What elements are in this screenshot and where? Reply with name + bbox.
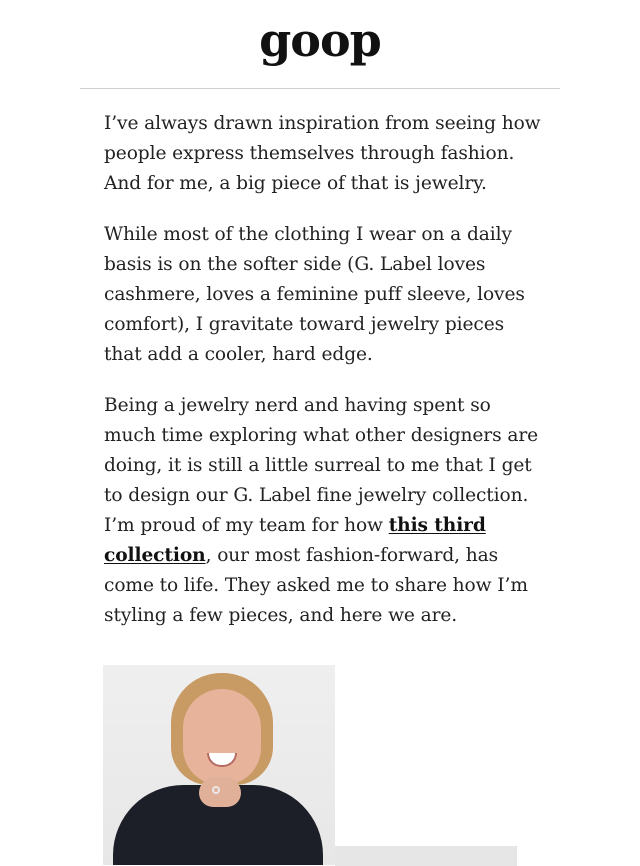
article-body xyxy=(104,109,544,652)
secondary-photo-edge xyxy=(335,846,517,866)
paragraph-3-text-after-link: , our most fashion-forward, has come to life. They asked me to share how I’m styling a few pieces, and here we are. xyxy=(104,545,528,626)
paragraph-3-text-before-link: Being a jewelry nerd and having spent so much time exploring what other designers are doing, it is still a little surreal to me that I get to design our G. Label fine jewelry collection. I’m proud of my team for how xyxy=(104,395,539,536)
header xyxy=(0,0,640,88)
ring-icon xyxy=(212,786,220,794)
photo-hand-shape xyxy=(199,777,241,807)
goop-logo[interactable]: goop xyxy=(259,13,381,67)
header-divider xyxy=(80,88,560,89)
paragraph-1: I’ve always drawn inspiration from seeing how people express themselves through fashion. And for me, a big piece of that is jewelry. xyxy=(104,113,541,194)
paragraph-3 xyxy=(104,391,544,631)
paragraph-2: While most of the clothing I wear on a daily basis is on the softer side (G. Label loves cashmere, loves a feminine puff sleeve, loves comfort), I gravitate toward jewelry pieces that add a cooler, hard edge. xyxy=(104,224,525,365)
photo-face-shape xyxy=(183,689,261,785)
portrait-photo xyxy=(103,665,335,865)
third-collection-link[interactable]: this third collection xyxy=(104,515,486,566)
